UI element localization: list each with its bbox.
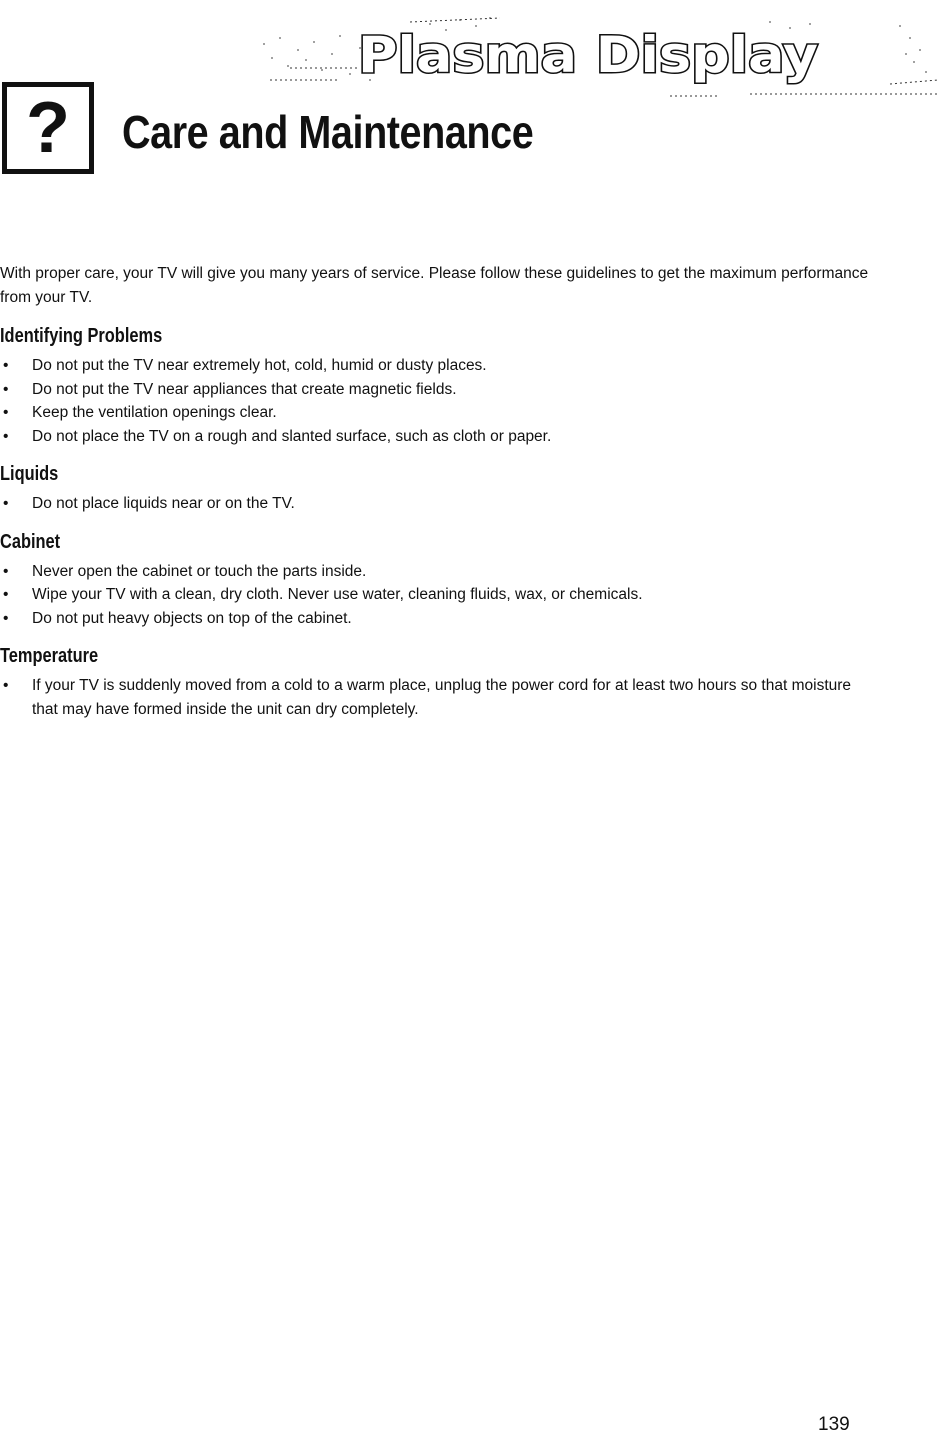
bullet-list (0, 492, 875, 516)
section-title: Temperature (0, 645, 99, 667)
list-item: • Never open the cabinet or touch the parts inside. (0, 560, 875, 584)
bullet-list (0, 560, 875, 631)
list-item: • Do not put the TV near appliances that create magnetic fields. (0, 378, 875, 402)
list-item: • Do not place liquids near or on the TV. (0, 492, 875, 516)
section-temperature (0, 644, 875, 721)
section-cabinet (0, 530, 875, 631)
section-identifying-problems (0, 324, 875, 448)
section-title: Cabinet (0, 530, 61, 553)
intro-paragraph: With proper care, your TV will give you many years of service. Please follow these guidelines to get the maximum performance from your TV. (0, 265, 869, 306)
list-item: • If your TV is suddenly moved from a cold to a warm place, unplug the power cord for at least two hours so that moisture that may have formed inside the unit can dry completely. (0, 674, 875, 721)
section-title: Liquids (0, 463, 59, 485)
list-item: • Wipe your TV with a clean, dry cloth. Never use water, cleaning fluids, wax, or chemicals. (0, 583, 875, 607)
page-number: 139 (818, 1414, 850, 1435)
page-title: Care and Maintenance (122, 106, 534, 158)
section-liquids (0, 462, 875, 516)
list-item: • Do not put the TV near extremely hot, cold, humid or dusty places. (0, 354, 875, 378)
question-mark-icon: ? (2, 82, 94, 174)
plasma-display-banner (250, 14, 938, 100)
bullet-list (0, 674, 875, 721)
bullet-list (0, 354, 875, 448)
banner-graphic (250, 14, 938, 100)
list-item: • Do not put heavy objects on top of the cabinet. (0, 607, 875, 631)
list-item: • Do not place the TV on a rough and slanted surface, such as cloth or paper. (0, 425, 875, 449)
document-body (0, 262, 875, 721)
section-title: Identifying Problems (0, 325, 163, 347)
list-item: • Keep the ventilation openings clear. (0, 401, 875, 425)
banner-title: Plasma Display (358, 26, 818, 84)
